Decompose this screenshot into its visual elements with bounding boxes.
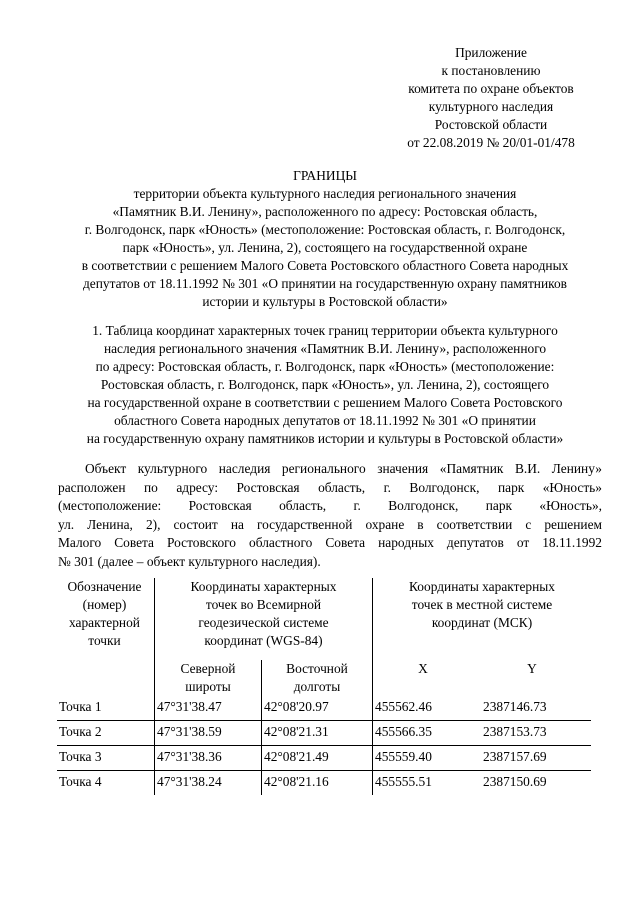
cell-y: 2387150.69 <box>473 771 591 796</box>
paragraph-word: № 301 (далее – объект культурного наследия). <box>58 553 321 569</box>
appendix-line: комитета по охране объектов <box>408 81 574 96</box>
paragraph-word: (местоположение: <box>58 498 162 514</box>
cell-east: 42°08'21.16 <box>262 771 373 796</box>
section-line: областного Совета народных депутатов от 18.11.1992 № 301 «О принятии <box>114 413 536 428</box>
header-x: X <box>418 661 428 676</box>
section-line: Ростовская область, г. Волгодонск, парк «Юность», ул. Ленина, 2), состоящего <box>100 377 550 392</box>
paragraph-word: 18.11.1992 <box>542 535 602 551</box>
cell-east: 42°08'20.97 <box>262 696 373 721</box>
header-east <box>262 660 373 696</box>
paragraph-word: адресу: <box>176 479 219 495</box>
paragraph-word: расположен <box>58 479 126 495</box>
paragraph-word: парк <box>485 498 513 514</box>
cell-point: Точка 2 <box>57 721 155 746</box>
header-wgs <box>155 578 373 660</box>
cell-y: 2387146.73 <box>483 699 547 714</box>
section-line: на государственной охране в соответствии с решением Малого Совета Ростовского <box>87 395 563 410</box>
description-paragraph <box>58 460 602 572</box>
header-msk-line: Координаты характерных <box>409 579 555 594</box>
cell-point: Точка 1 <box>57 696 155 721</box>
paragraph-word: Ленина, <box>87 516 133 532</box>
header-point-line: точки <box>88 633 121 648</box>
appendix-line: Приложение <box>455 45 527 60</box>
paragraph-word: по <box>143 479 158 495</box>
paragraph-word: в <box>417 516 424 532</box>
appendix-line: культурного наследия <box>428 99 554 114</box>
title-line: территории объекта культурного наследия регионального значения <box>133 186 517 201</box>
cell-y: 2387153.73 <box>473 721 591 746</box>
table-row <box>57 771 591 796</box>
header-msk-line: координат (МСК) <box>431 615 533 630</box>
paragraph-word: область, <box>318 479 366 495</box>
cell-east: 42°08'21.31 <box>262 721 373 746</box>
paragraph-word: Совета <box>114 535 154 551</box>
section-line: по адресу: Ростовская область, г. Волгодонск, парк «Юность» (местоположение: <box>95 359 555 374</box>
paragraph-line <box>58 479 602 498</box>
paragraph-word: состоит <box>173 516 218 532</box>
table-row <box>57 696 591 721</box>
paragraph-word: Волгодонск, <box>409 479 480 495</box>
header-north <box>155 660 262 696</box>
header-east-line: Восточной <box>286 661 348 676</box>
header-east-line: долготы <box>293 679 341 694</box>
header-point <box>57 578 155 696</box>
title-line: «Памятник В.И. Ленину», расположенного по адресу: Ростовская область, <box>112 204 538 219</box>
title-line: истории и культуры в Ростовской области» <box>202 294 448 309</box>
paragraph-line <box>58 497 602 516</box>
paragraph-word: государственной <box>256 516 353 532</box>
paragraph-word: Малого <box>58 535 102 551</box>
title-heading: ГРАНИЦЫ <box>293 168 357 183</box>
paragraph-word: областного <box>249 535 313 551</box>
header-msk <box>373 578 592 660</box>
paragraph-word: «Памятник <box>439 461 504 476</box>
cell-point: Точка 3 <box>57 746 155 771</box>
paragraph-word: Ленину» <box>551 461 602 476</box>
cell-north: 47°31'38.59 <box>155 721 262 746</box>
paragraph-word: 2), <box>145 516 161 532</box>
paragraph-word: Ростовская <box>188 498 252 514</box>
paragraph-word: Ростовская <box>236 479 300 495</box>
header-wgs-line: точек во Всемирной <box>205 597 322 612</box>
paragraph-word: Волгодонск, <box>388 498 459 514</box>
appendix-block <box>380 44 602 152</box>
paragraph-word: область, <box>279 498 327 514</box>
cell-x: 455559.40 <box>373 746 474 771</box>
section-heading <box>50 322 600 448</box>
paragraph-word: Ростовского <box>166 535 237 551</box>
appendix-line: к постановлению <box>441 63 541 78</box>
paragraph-word: ул. <box>58 516 75 532</box>
paragraph-word: В.И. <box>514 461 541 476</box>
paragraph-word: решением <box>544 516 602 532</box>
paragraph-line <box>58 553 602 572</box>
title-line: г. Волгодонск, парк «Юность» (местоположение: Ростовская область, г. Волгодонск, <box>84 222 566 237</box>
header-wgs-line: геодезической системе <box>198 615 329 630</box>
coordinates-table <box>57 578 591 795</box>
paragraph-word: на <box>230 516 244 532</box>
title-line: депутатов от 18.11.1992 № 301 «О принятии на государственную охрану памятников <box>82 276 567 291</box>
section-line: 1. Таблица координат характерных точек границ территории объекта культурного <box>92 323 558 338</box>
section-line: наследия регионального значения «Памятник В.И. Ленину», расположенного <box>103 341 547 356</box>
title-line: в соответствии с решением Малого Совета Ростовского областного Совета народных <box>81 258 569 273</box>
cell-x: 455566.35 <box>373 721 474 746</box>
header-wgs-line: Координаты характерных <box>190 579 337 594</box>
document-title <box>50 167 600 311</box>
paragraph-word: охране <box>365 516 405 532</box>
paragraph-word: Совета <box>325 535 366 551</box>
paragraph-line <box>58 534 602 553</box>
section-line: на государственную охрану памятников истории и культуры в Ростовской области» <box>86 431 564 446</box>
paragraph-word: народных <box>378 535 434 551</box>
paragraph-word: от <box>516 535 530 551</box>
paragraph-word: Объект <box>85 461 127 476</box>
header-y: Y <box>527 661 537 676</box>
cell-x: 455555.51 <box>373 771 474 796</box>
paragraph-word: парк <box>497 479 525 495</box>
header-north-line: широты <box>185 679 231 694</box>
cell-north: 47°31'38.47 <box>155 696 262 721</box>
paragraph-word: значения <box>377 461 429 476</box>
header-msk-line: точек в местной системе <box>411 597 553 612</box>
paragraph-word: наследия <box>218 461 271 476</box>
header-wgs-line: координат (WGS-84) <box>204 633 323 648</box>
header-point-line: Обозначение <box>67 579 142 594</box>
cell-north: 47°31'38.24 <box>155 771 262 796</box>
paragraph-word: г. <box>353 498 361 514</box>
paragraph-line <box>58 460 602 479</box>
paragraph-word: с <box>525 516 532 532</box>
appendix-line: Ростовской области <box>434 117 548 132</box>
title-line: парк «Юность», ул. Ленина, 2), состоящего на государственной охране <box>122 240 528 255</box>
appendix-line: от 22.08.2019 № 20/01-01/478 <box>407 135 575 150</box>
paragraph-word: регионального <box>281 461 366 476</box>
table-row <box>57 721 591 746</box>
cell-x: 455562.46 <box>375 699 432 714</box>
header-point-line: характерной <box>69 615 140 630</box>
cell-y: 2387157.69 <box>473 746 591 771</box>
cell-point: Точка 4 <box>57 771 155 796</box>
cell-north: 47°31'38.36 <box>155 746 262 771</box>
paragraph-word: соответствии <box>436 516 513 532</box>
paragraph-word: «Юность» <box>542 479 602 495</box>
header-point-line: (номер) <box>82 597 127 612</box>
header-north-line: Северной <box>180 661 236 676</box>
paragraph-word: г. <box>383 479 391 495</box>
paragraph-line <box>58 516 602 535</box>
cell-east: 42°08'21.49 <box>262 746 373 771</box>
table-row <box>57 746 591 771</box>
paragraph-word: «Юность», <box>539 498 602 514</box>
paragraph-word: культурного <box>137 461 208 476</box>
paragraph-word: депутатов <box>446 535 504 551</box>
